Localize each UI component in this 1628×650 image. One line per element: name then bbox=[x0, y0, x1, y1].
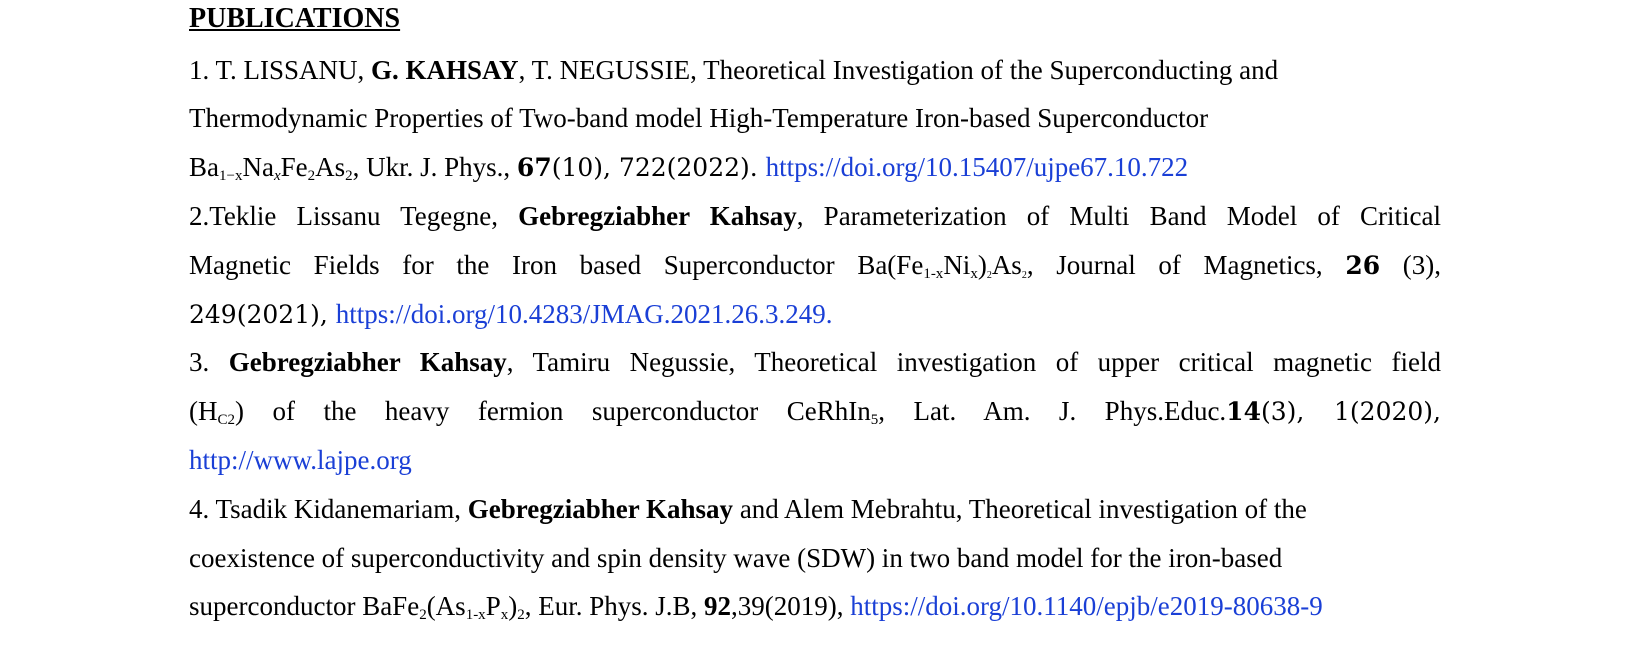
pub1-prefix: 1. T. LISSANU, bbox=[189, 55, 372, 85]
pub2-issue: (3), bbox=[1380, 250, 1441, 280]
pub1-formula-sub: 1−x bbox=[219, 168, 243, 184]
pub2-formula-as: As bbox=[991, 250, 1022, 280]
pub2-title-cont: Magnetic Fields for the Iron based Superconductor Ba(Fe bbox=[189, 250, 924, 280]
page-title: PUBLICATIONS bbox=[189, 3, 401, 34]
pub1-volume: 67 bbox=[516, 153, 552, 182]
pub3-journal: , Lat. Am. J. Phys.Educ. bbox=[878, 396, 1227, 426]
pub4-formula-p: P bbox=[485, 591, 501, 621]
pub3-issue-year: (3), 1(2020), bbox=[1260, 397, 1441, 426]
pub1-line3 bbox=[189, 147, 1441, 187]
pub1-formula-sub: 2 bbox=[307, 168, 316, 184]
pub2-formula-sub: 2 bbox=[1021, 270, 1027, 281]
pub4-formula-as: (As bbox=[426, 591, 466, 621]
pub2-pages-year: 249(2021), bbox=[189, 300, 336, 329]
pub4-line3 bbox=[189, 586, 1441, 626]
pub2-line1 bbox=[189, 196, 1441, 236]
pub2-volume: 26 bbox=[1345, 251, 1381, 280]
pub4-prefix: 4. Tsadik Kidanemariam, bbox=[189, 494, 468, 524]
pub2-formula-ni: Ni bbox=[943, 250, 971, 280]
pub2-formula-sub: x bbox=[970, 266, 978, 282]
pub4-formula-sub: 1-x bbox=[465, 607, 486, 623]
pub3-line2 bbox=[189, 391, 1441, 431]
pub3-line3 bbox=[189, 440, 1441, 480]
pub4-journal: , Eur. Phys. J.B, bbox=[524, 591, 705, 621]
pub3-title-cont: ) of the heavy fermion superconductor CeRhIn bbox=[235, 396, 871, 426]
pub1-formula-sub: 2 bbox=[345, 168, 353, 184]
pub4-doi-link[interactable]: https://doi.org/10.1140/epjb/e2019-80638-9 bbox=[850, 591, 1323, 621]
pub1-formula-ba: Ba bbox=[189, 152, 219, 182]
pub3-volume: 14 bbox=[1226, 397, 1261, 426]
pub3-formula-h: (H bbox=[189, 396, 218, 426]
pub4-line2: coexistence of superconductivity and spin density wave (SDW) in two band model for the iron-based bbox=[189, 543, 1283, 573]
pub4-formula-sub: 2 bbox=[517, 607, 525, 623]
pub1-title-start: , T. NEGUSSIE, Theoretical Investigation of the Superconducting and bbox=[518, 55, 1279, 85]
pub1-formula-as: As bbox=[315, 152, 346, 182]
pub1-issue-year: (10), 722(2022). bbox=[551, 153, 766, 182]
pub1-formula-fe: Fe bbox=[280, 152, 308, 182]
pub1-doi-link[interactable]: https://doi.org/10.15407/ujpe67.10.722 bbox=[765, 152, 1189, 182]
pub3-formula-sub: C2 bbox=[217, 412, 236, 428]
pub3-link[interactable]: http://www.lajpe.org bbox=[189, 445, 412, 475]
pub1-journal: , Ukr. J. Phys., bbox=[352, 152, 517, 182]
pub2-line2 bbox=[189, 245, 1441, 285]
pub1-formula-na: Na bbox=[242, 152, 274, 182]
pub4-title-cont: superconductor BaFe bbox=[189, 591, 420, 621]
pub4-volume: 92 bbox=[704, 591, 732, 621]
pub1-line1 bbox=[189, 50, 1441, 90]
pub4-formula-sub: x bbox=[500, 607, 509, 623]
pub1-line2: Thermodynamic Properties of Two-band model High-Temperature Iron-based Superconductor bbox=[189, 103, 1209, 133]
pub3-title-start: , Tamiru Negussie, Theoretical investigation of upper critical magnetic field bbox=[506, 347, 1441, 377]
pub2-formula-sub: 1-x bbox=[923, 266, 944, 282]
pub4-title-start: and Alem Mebrahtu, Theoretical investigation of the bbox=[733, 494, 1307, 524]
pub2-author-bold: Gebregziabher Kahsay bbox=[518, 201, 797, 231]
pub2-journal: , Journal of Magnetics, bbox=[1026, 250, 1346, 280]
pub2-line3 bbox=[189, 294, 1441, 334]
pub4-pages-year: ,39(2019), bbox=[731, 591, 851, 621]
pub2-doi-link[interactable]: https://doi.org/10.4283/JMAG.2021.26.3.249. bbox=[335, 299, 833, 329]
pub1-author-bold: G. KAHSAY bbox=[371, 55, 519, 85]
pub3-line1 bbox=[189, 342, 1441, 382]
pub2-prefix: 2.Teklie Lissanu Tegegne, bbox=[189, 201, 519, 231]
pub3-prefix: 3. bbox=[189, 347, 229, 377]
pub4-formula-sub: 2 bbox=[419, 607, 427, 623]
pub4-line1 bbox=[189, 489, 1441, 529]
pub4-formula-paren: ) bbox=[508, 591, 518, 621]
pub2-formula-paren: ) bbox=[977, 250, 987, 280]
pub3-formula-sub: 5 bbox=[870, 412, 879, 428]
pub1-formula-sub: x bbox=[273, 168, 281, 184]
pub2-title-start: , Parameterization of Multi Band Model of Critical bbox=[796, 201, 1441, 231]
pub3-author-bold: Gebregziabher Kahsay bbox=[228, 347, 507, 377]
pub4-author-bold: Gebregziabher Kahsay bbox=[467, 494, 734, 524]
pub2-formula-sub: 2 bbox=[986, 270, 992, 281]
